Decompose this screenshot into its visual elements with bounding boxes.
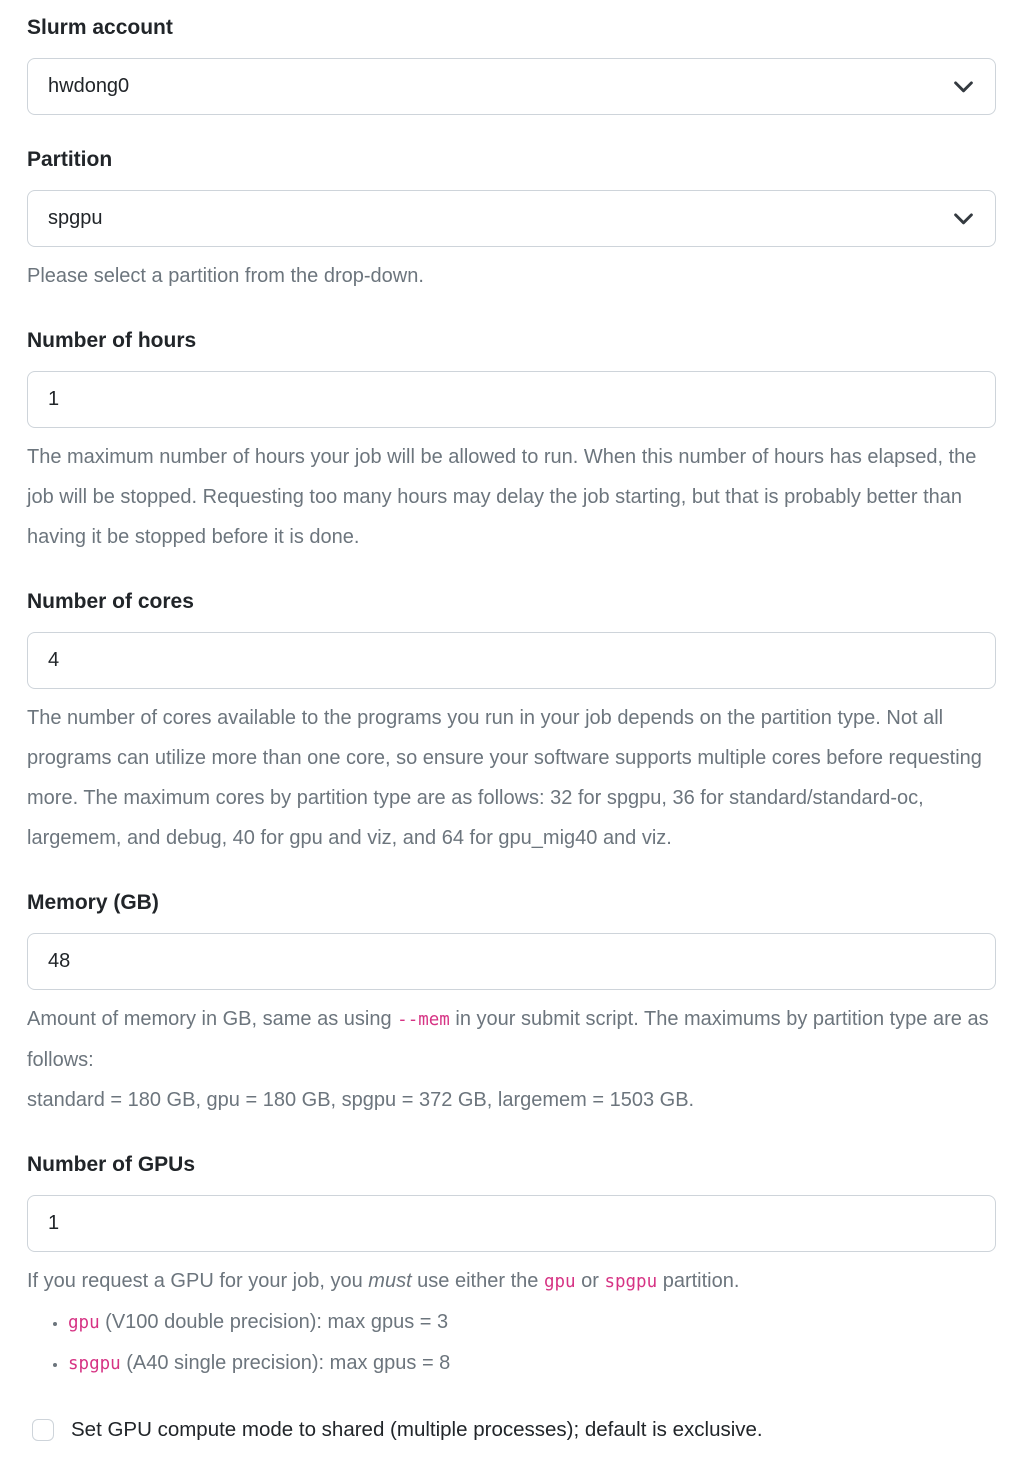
spgpu-option-text: (A40 single precision): max gpus = 8 <box>120 1352 451 1374</box>
gpus-help-segment: or <box>575 1270 605 1292</box>
gpu-compute-mode-row <box>27 1415 996 1445</box>
gpus-input[interactable] <box>27 1195 996 1252</box>
slurm-account-label: Slurm account <box>27 16 173 39</box>
chevron-down-icon <box>952 207 975 230</box>
spgpu-partition-code: spgpu <box>68 1354 121 1374</box>
memory-input[interactable] <box>27 933 996 990</box>
memory-help-segment: Amount of memory in GB, same as using <box>27 1008 398 1030</box>
gpus-help-text <box>27 1261 996 1302</box>
gpus-label: Number of GPUs <box>27 1153 196 1176</box>
gpus-help-segment: use either the <box>411 1270 544 1292</box>
spgpu-partition-code: spgpu <box>604 1272 658 1292</box>
list-item <box>68 1343 996 1384</box>
memory-help-text <box>27 999 996 1120</box>
field-partition <box>27 146 996 296</box>
gpu-shared-mode-checkbox[interactable] <box>32 1419 54 1441</box>
cores-help-text: The number of cores available to the programs you run in your job depends on the partition type. Not all programs can utilize more than one core, so ensure your software supports multiple cores before requesting more. The maximum cores by partition type are as follows: 32 for spgpu, 36 for standard/standard-oc, largemem, and debug, 40 for gpu and viz, and 64 for gpu_mig40 and viz. <box>27 707 982 849</box>
hours-label: Number of hours <box>27 329 197 352</box>
mem-flag-code: --mem <box>397 1010 450 1030</box>
field-memory-gb <box>27 889 996 1120</box>
must-emphasis: must <box>368 1270 412 1292</box>
field-number-of-hours <box>27 327 996 557</box>
slurm-account-selected-value: hwdong0 <box>48 75 130 97</box>
field-number-of-gpus <box>27 1151 996 1384</box>
partition-select[interactable] <box>27 190 996 247</box>
memory-maximums-line: standard = 180 GB, gpu = 180 GB, spgpu = 372 GB, largemem = 1503 GB. <box>27 1089 695 1111</box>
gpu-option-text: (V100 double precision): max gpus = 3 <box>99 1311 449 1333</box>
partition-label: Partition <box>27 148 113 171</box>
gpus-help-segment: partition. <box>657 1270 740 1292</box>
gpus-help-segment: If you request a GPU for your job, you <box>27 1270 369 1292</box>
hours-help-text: The maximum number of hours your job will be allowed to run. When this number of hours has elapsed, the job will be stopped. Requesting too many hours may delay the job starting, but that is probably better than having it be stopped before it is done. <box>27 446 977 548</box>
gpu-partition-code: gpu <box>543 1272 576 1292</box>
hours-input[interactable] <box>27 371 996 428</box>
memory-help-segment: in your submit script. The maximums by partition type are as follows: <box>27 1008 989 1071</box>
slurm-account-select[interactable] <box>27 58 996 115</box>
chevron-down-icon <box>952 75 975 98</box>
gpu-partition-options-list <box>27 1302 996 1384</box>
memory-label: Memory (GB) <box>27 891 159 914</box>
list-item <box>68 1302 996 1343</box>
field-number-of-cores <box>27 588 996 858</box>
field-slurm-account <box>27 14 996 115</box>
gpu-partition-code: gpu <box>68 1313 100 1333</box>
gpu-shared-mode-label[interactable]: Set GPU compute mode to shared (multiple processes); default is exclusive. <box>71 1418 763 1441</box>
partition-selected-value: spgpu <box>48 207 103 229</box>
cores-input[interactable] <box>27 632 996 689</box>
partition-help-text: Please select a partition from the drop-down. <box>27 265 424 287</box>
cores-label: Number of cores <box>27 590 194 613</box>
